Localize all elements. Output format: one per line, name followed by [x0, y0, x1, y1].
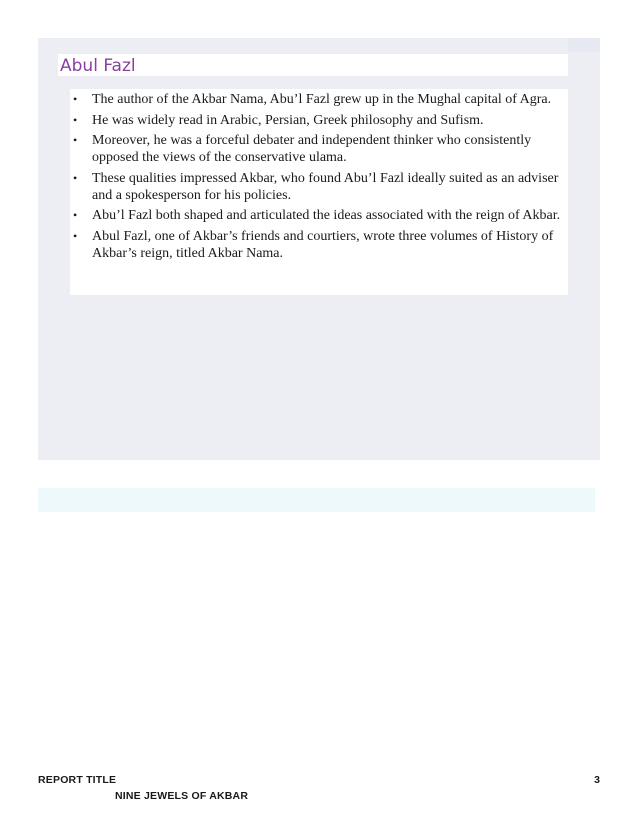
bullet-item: [70, 207, 568, 224]
bullet-list: [70, 91, 568, 265]
bullet-item: [70, 112, 568, 129]
bullet-icon: •: [73, 208, 78, 222]
bullet-text: The author of the Akbar Nama, Abu’l Fazl grew up in the Mughal capital of Agra.: [92, 92, 552, 107]
bullet-item: [70, 91, 568, 108]
bullet-icon: •: [73, 170, 78, 185]
bullet-text: Moreover, he was a forceful debater and independent thinker who consistently opposed the views of the conservative ulama.: [92, 133, 532, 165]
bullet-icon: •: [73, 92, 78, 106]
footer-subtitle: NINE JEWELS OF AKBAR: [115, 790, 249, 802]
bullet-item: [70, 132, 568, 166]
bullet-text: Abul Fazl, one of Akbar’s friends and courtiers, wrote three volumes of History of Akbar’s reign, titled Akbar Nama.: [92, 228, 554, 261]
page-number: 3: [594, 774, 600, 786]
bullet-icon: •: [73, 112, 78, 127]
bullet-list-box: [70, 89, 568, 295]
bullet-item: [70, 170, 568, 204]
bullet-text: Abu’l Fazl both shaped and articulated the ideas associated with the reign of Akbar.: [92, 208, 561, 223]
bullet-icon: •: [73, 228, 78, 243]
bullet-item: [70, 228, 568, 262]
accent-band: [38, 488, 595, 512]
bullet-icon: •: [73, 133, 78, 147]
bullet-text: He was widely read in Arabic, Persian, Greek philosophy and Sufism.: [92, 112, 484, 128]
footer-report-title: REPORT TITLE: [38, 774, 117, 786]
panel-edge-strip: [568, 38, 600, 52]
section-heading: Abul Fazl: [60, 56, 136, 76]
bullet-text: These qualities impressed Akbar, who found Abu’l Fazl ideally suited as an adviser and a spokesperson for his policies.: [92, 170, 559, 203]
